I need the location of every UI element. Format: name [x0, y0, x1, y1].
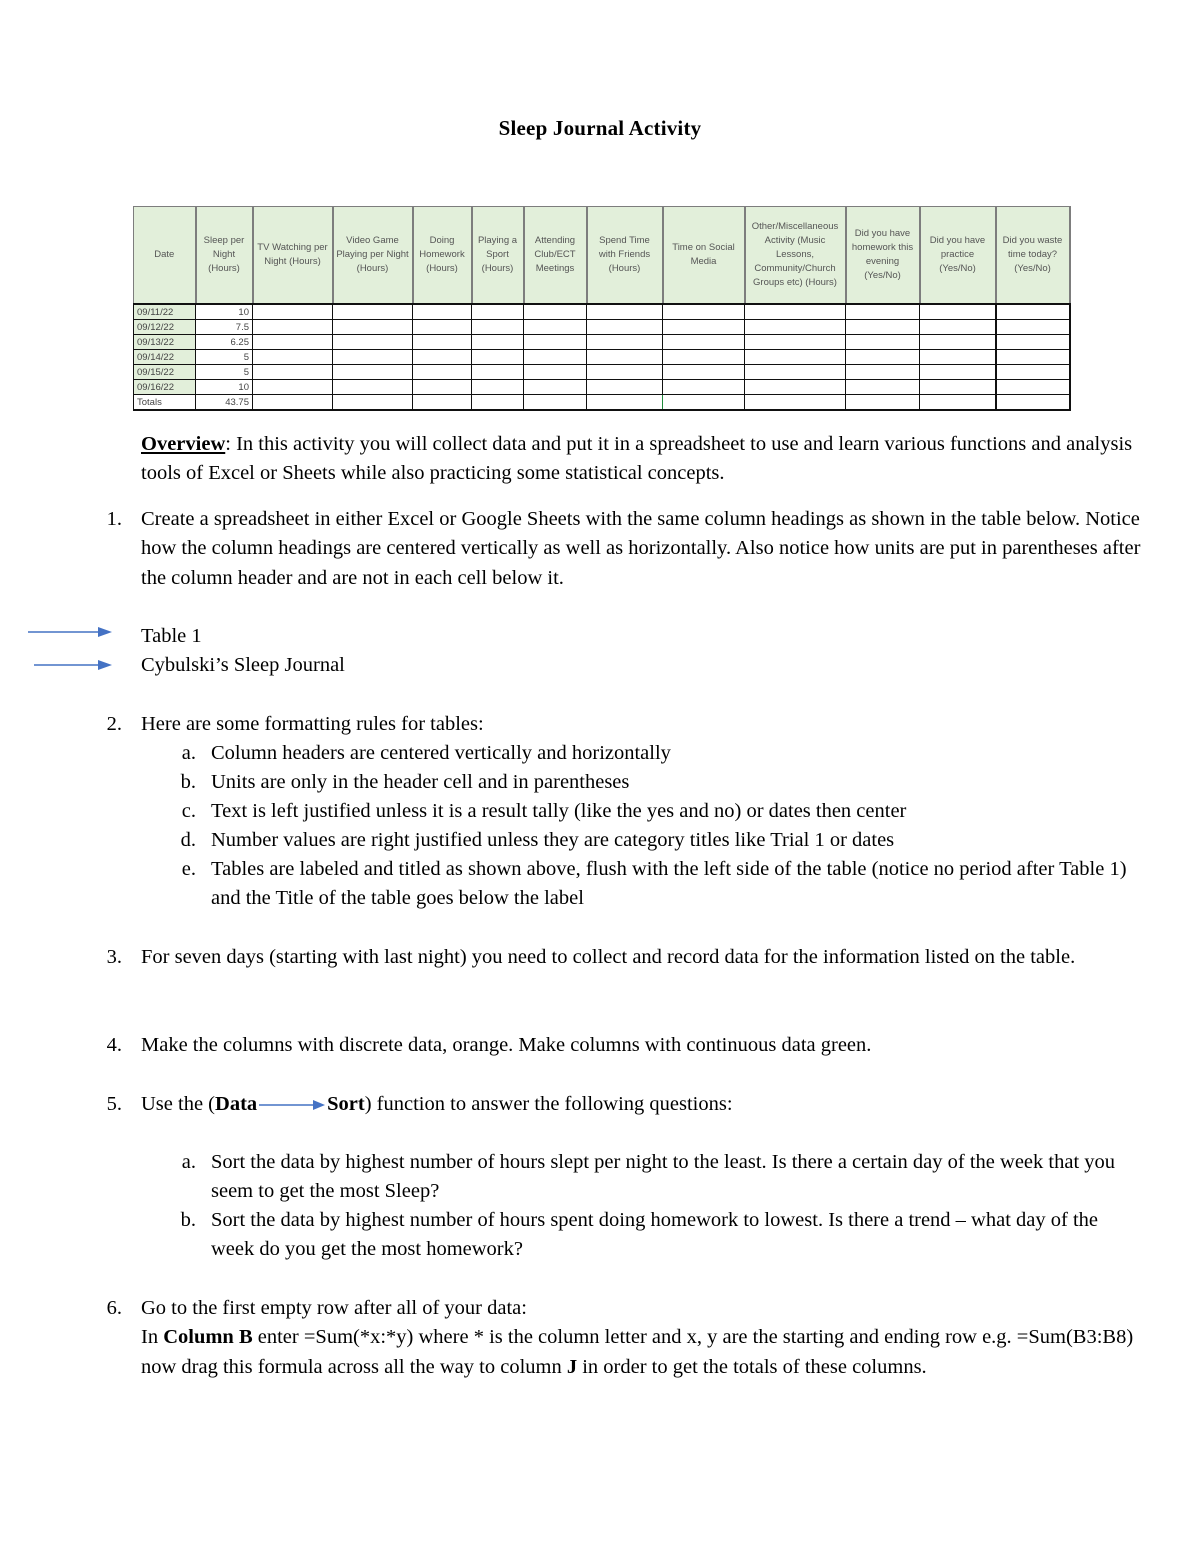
table-title: Cybulski’s Sleep Journal	[141, 654, 345, 676]
cell-empty	[920, 304, 996, 320]
item-6-number: 6.	[106, 1297, 122, 1319]
item-3-number: 3.	[106, 946, 122, 968]
cell-empty	[663, 380, 745, 395]
cell-date: 09/15/22	[134, 365, 196, 380]
sub-item-marker: e.	[181, 858, 196, 880]
cell-empty	[524, 320, 587, 335]
cell-empty	[846, 335, 920, 350]
cell-empty	[745, 380, 846, 395]
cell-empty	[846, 365, 920, 380]
header-friends: Spend Time with Friends (Hours)	[587, 207, 663, 305]
cell-sleep: 10	[196, 304, 253, 320]
cell-empty	[587, 395, 663, 411]
cell-empty	[745, 365, 846, 380]
sub-item-text: Sort the data by highest number of hours slept per night to the least. Is there a certain day of the week that you seem to get the most Sleep?	[211, 1151, 1116, 1203]
cell-empty	[846, 304, 920, 320]
cell-empty	[587, 365, 663, 380]
cell-empty	[663, 395, 745, 411]
cell-empty	[472, 380, 524, 395]
cell-empty	[920, 320, 996, 335]
cell-empty	[996, 320, 1070, 335]
cell-empty	[413, 304, 472, 320]
cell-date: 09/11/22	[134, 304, 196, 320]
cell-empty	[524, 304, 587, 320]
overview-label: Overview	[141, 433, 226, 455]
cell-totals-label: Totals	[134, 395, 196, 411]
header-tv: TV Watching per Night (Hours)	[253, 207, 333, 305]
item-6-in: In	[141, 1326, 164, 1349]
cell-empty	[996, 365, 1070, 380]
cell-empty	[413, 365, 472, 380]
sleep-journal-table	[133, 206, 1071, 411]
cell-date: 09/14/22	[134, 350, 196, 365]
sub-item-text: Units are only in the header cell and in parentheses	[211, 771, 630, 793]
header-homework-yn: Did you have homework this evening (Yes/No)	[846, 207, 920, 305]
cell-empty	[333, 335, 413, 350]
item-6-instructions	[141, 1323, 1141, 1382]
sub-item-marker: b.	[180, 1209, 196, 1231]
cell-empty	[333, 320, 413, 335]
header-date: Date	[134, 207, 196, 305]
cell-empty	[920, 350, 996, 365]
cell-empty	[524, 380, 587, 395]
cell-empty	[846, 350, 920, 365]
item-5-data: Data	[215, 1093, 258, 1115]
header-homework: Doing Homework (Hours)	[413, 207, 472, 305]
table-row	[134, 335, 1070, 350]
cell-empty	[253, 395, 333, 411]
document-title: Sleep Journal Activity	[498, 116, 702, 140]
item-6-mid: enter =Sum(*x:*y) where * is the column letter and x, y are the starting and ending row e.g. =Sum(B3:B8) now drag this formula across all the way to column	[141, 1326, 1134, 1378]
cell-empty	[253, 380, 333, 395]
arrow-icon-data-sort	[259, 1100, 325, 1110]
cell-empty	[413, 395, 472, 411]
cell-empty	[524, 335, 587, 350]
cell-empty	[587, 335, 663, 350]
cell-totals-sleep: 43.75	[196, 395, 253, 411]
cell-empty	[745, 304, 846, 320]
table-row	[134, 304, 1070, 320]
cell-empty	[472, 395, 524, 411]
table-label: Table 1	[141, 625, 202, 647]
cell-empty	[333, 380, 413, 395]
cell-empty	[472, 304, 524, 320]
cell-sleep: 10	[196, 380, 253, 395]
sub-item-text: Sort the data by highest number of hours spent doing homework to lowest. Is there a trend – what day of the week do you get the most homework?	[211, 1209, 1099, 1261]
cell-sleep: 7.5	[196, 320, 253, 335]
item-6-column-b: Column B	[163, 1326, 253, 1349]
sub-item-text: Tables are labeled and titled as shown above, flush with the left side of the table (notice no period after Table 1) and the Title of the table goes below the label	[211, 858, 1127, 910]
header-waste-time-yn: Did you waste time today? (Yes/No)	[996, 207, 1070, 305]
arrow-icon-table-title	[34, 660, 112, 670]
table-row	[134, 320, 1070, 335]
cell-empty	[253, 304, 333, 320]
cell-empty	[663, 320, 745, 335]
item-1-number: 1.	[106, 508, 122, 530]
spreadsheet-image	[133, 206, 1069, 411]
header-practice-yn: Did you have practice (Yes/No)	[920, 207, 996, 305]
cell-empty	[846, 395, 920, 411]
cell-empty	[587, 304, 663, 320]
item-3-text: For seven days (starting with last night) you need to collect and record data for the information listed on the table.	[141, 946, 1076, 968]
item-4-text: Make the columns with discrete data, orange. Make columns with continuous data green.	[141, 1034, 872, 1056]
cell-empty	[996, 335, 1070, 350]
cell-empty	[663, 335, 745, 350]
table-row	[134, 380, 1070, 395]
item-5-post: ) function to answer the following questions:	[364, 1093, 733, 1115]
header-club: Attending Club/ECT Meetings	[524, 207, 587, 305]
sub-item-marker: b.	[180, 771, 196, 793]
cell-empty	[587, 320, 663, 335]
cell-empty	[920, 380, 996, 395]
cell-empty	[413, 380, 472, 395]
cell-empty	[587, 380, 663, 395]
arrow-icon-table-label	[28, 627, 112, 637]
sub-item-marker: d.	[180, 829, 196, 851]
header-social-media: Time on Social Media	[663, 207, 745, 305]
cell-empty	[253, 350, 333, 365]
header-other: Other/Miscellaneous Activity (Music Lessons, Community/Church Groups etc) (Hours)	[745, 207, 846, 305]
cell-empty	[333, 350, 413, 365]
overview-text: : In this activity you will collect data and put it in a spreadsheet to use and learn various functions and analysis tools of Excel or Sheets while also practicing some statistical concepts.	[141, 433, 1133, 485]
cell-empty	[253, 365, 333, 380]
cell-empty	[413, 350, 472, 365]
cell-empty	[745, 335, 846, 350]
item-6-text	[141, 1294, 1141, 1382]
table-row	[134, 350, 1070, 365]
cell-empty	[996, 350, 1070, 365]
cell-empty	[846, 380, 920, 395]
cell-empty	[472, 320, 524, 335]
totals-row	[134, 395, 1070, 411]
cell-empty	[745, 350, 846, 365]
cell-empty	[920, 395, 996, 411]
overview-paragraph	[141, 430, 1141, 489]
header-row	[134, 207, 1070, 305]
header-sleep: Sleep per Night (Hours)	[196, 207, 253, 305]
cell-empty	[663, 304, 745, 320]
cell-empty	[587, 350, 663, 365]
cell-date: 09/12/22	[134, 320, 196, 335]
sub-item-marker: a.	[181, 1151, 196, 1173]
cell-empty	[333, 365, 413, 380]
cell-sleep: 5	[196, 365, 253, 380]
item-6-line1: Go to the first empty row after all of your data:	[141, 1297, 527, 1319]
item-5-text	[141, 1090, 1141, 1119]
cell-empty	[745, 320, 846, 335]
cell-empty	[333, 304, 413, 320]
cell-empty	[413, 335, 472, 350]
cell-empty	[333, 395, 413, 411]
cell-empty	[524, 350, 587, 365]
cell-empty	[253, 320, 333, 335]
cell-empty	[663, 350, 745, 365]
cell-empty	[472, 350, 524, 365]
item-2-number: 2.	[106, 713, 122, 735]
cell-empty	[663, 365, 745, 380]
cell-empty	[996, 380, 1070, 395]
cell-empty	[846, 320, 920, 335]
item-5-sort: Sort	[327, 1093, 365, 1115]
cell-date: 09/13/22	[134, 335, 196, 350]
item-1-text: Create a spreadsheet in either Excel or Google Sheets with the same column headings as shown in the table below. Notice how the column headings are centered vertically as well as horizontally. Also notice how units are put in parentheses after the column header and are not in each cell below it.	[141, 508, 1141, 589]
cell-empty	[524, 395, 587, 411]
table-row	[134, 365, 1070, 380]
cell-empty	[472, 335, 524, 350]
sub-item-marker: c.	[181, 800, 196, 822]
cell-empty	[920, 335, 996, 350]
cell-empty	[253, 335, 333, 350]
cell-empty	[745, 395, 846, 411]
header-video-game: Video Game Playing per Night (Hours)	[333, 207, 413, 305]
item-6-column-j: J	[566, 1355, 578, 1378]
item-5-number: 5.	[106, 1093, 122, 1115]
cell-sleep: 6.25	[196, 335, 253, 350]
item-5-pre: Use the (	[141, 1093, 216, 1115]
cell-empty	[920, 365, 996, 380]
cell-sleep: 5	[196, 350, 253, 365]
item-6-end: in order to get the totals of these columns.	[577, 1355, 927, 1378]
sub-item-text: Number values are right justified unless they are category titles like Trial 1 or dates	[211, 829, 895, 851]
item-2-text: Here are some formatting rules for tables:	[141, 713, 484, 735]
sub-item-marker: a.	[181, 742, 196, 764]
cell-empty	[996, 304, 1070, 320]
cell-empty	[524, 365, 587, 380]
sub-item-text: Text is left justified unless it is a result tally (like the yes and no) or dates then center	[211, 800, 907, 822]
cell-date: 09/16/22	[134, 380, 196, 395]
header-sport: Playing a Sport (Hours)	[472, 207, 524, 305]
cell-empty	[413, 320, 472, 335]
item-4-number: 4.	[106, 1034, 122, 1056]
cell-empty	[996, 395, 1070, 411]
cell-empty	[472, 365, 524, 380]
sub-item-text: Column headers are centered vertically and horizontally	[211, 742, 671, 764]
